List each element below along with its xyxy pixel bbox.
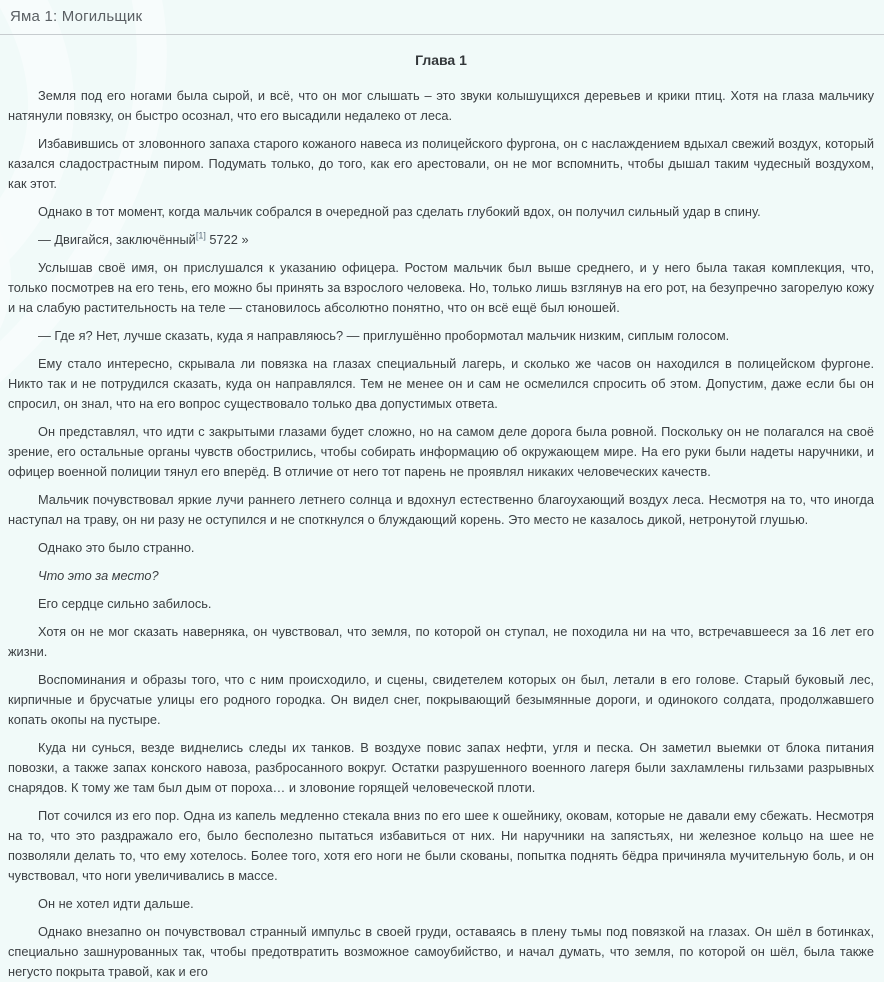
dialogue-text: — Двигайся, заключённый (38, 232, 196, 247)
footnote-ref-link[interactable]: [1] (195, 230, 206, 241)
dialogue-text: 5722 » (205, 232, 249, 247)
paragraph: Услышав своё имя, он прислушался к указанию офицера. Ростом мальчик был выше среднего, и у него была такая комплекция, что, только посмотрев на его тень, его можно бы принять за взрослого человека. Но, только лишь взглянув на его рот, на безупречно загорелую кожу и на слабую растительность на теле — становилось абсолютно понятно, что он всё ещё был юношей. (8, 260, 874, 315)
paragraph: Куда ни сунься, везде виднелись следы их танков. В воздухе повис запах нефти, угля и песка. Он заметил выемки от блока питания повозки, а также запах конского навоза, разбросанного вокруг. Остатки разрушенного военного лагеря были захламлены гильзами разрывных снарядов. К тому же там был дым от пороха… и зловоние горящей человеческой плоти. (8, 740, 874, 795)
chapter-body (8, 86, 874, 982)
chapter-heading: Глава 1 (415, 52, 467, 68)
paragraph: Однако в тот момент, когда мальчик собрался в очередной раз сделать глубокий вдох, он получил сильный удар в спину. (38, 204, 761, 219)
paragraph: Однако внезапно он почувствовал странный импульс в своей груди, оставаясь в плену тьмы под повязкой на глазах. Он шёл в ботинках, специально зашнурованных так, чтобы предотвратить возможное самоубийство, и начал думать, что земля, по которой он шёл, была также негусто покрыта травой, как и его (8, 924, 874, 979)
title-divider (0, 34, 884, 35)
paragraph: — Где я? Нет, лучше сказать, куда я направляюсь? — приглушённо пробормотал мальчик низким, сиплым голосом. (38, 328, 730, 343)
paragraph: Что это за место? (38, 568, 159, 583)
paragraph: Он не хотел идти дальше. (38, 896, 194, 911)
paragraph: Избавившись от зловонного запаха старого кожаного навеса из полицейского фургона, он с наслаждением вдыхал свежий воздух, который казался сладострастным пиром. Подумать только, до того, как его арестовали, он не мог вспомнить, чтобы дышал таким чудесный воздухом, как этот. (8, 136, 874, 191)
paragraph: Его сердце сильно забилось. (38, 596, 212, 611)
paragraph-with-footnote (8, 230, 874, 250)
paragraph: Мальчик почувствовал яркие лучи раннего летнего солнца и вдохнул естественно благоухающий воздух леса. Несмотря на то, что иногда наступал на траву, он ни разу не оступился и не споткнулся о блуждающий корень. Это место не казалось дикой, нетронутой глушью. (8, 492, 874, 527)
paragraph: Однако это было странно. (38, 540, 195, 555)
paragraph: Воспоминания и образы того, что с ним происходило, и сцены, свидетелем которых он был, летали в его голове. Старый буковый лес, кирпичные и брусчатые улицы его родного городка. Он видел снег, покрывающий безымянные дороги, и одинокого солдата, продолжавшего копать окопы на пустыре. (8, 672, 874, 727)
paragraph: Он представлял, что идти с закрытыми глазами будет сложно, но на самом деле дорога была ровной. Поскольку он не полагался на своё зрение, его остальные органы чувств обострились, чтобы собирать информацию об окружающем мире. На его руки были надеты наручники, и офицер военной полиции тянул его вперёд. В отличие от него тот парень не проявлял никаких человеческих качеств. (8, 424, 874, 479)
paragraph: Земля под его ногами была сырой, и всё, что он мог слышать – это звуки колышущихся деревьев и крики птиц. Хотя на глаза мальчику натянули повязку, он быстро осознал, что его высадили недалеко от леса. (8, 88, 874, 123)
paragraph: Хотя он не мог сказать наверняка, он чувствовал, что земля, по которой он ступал, не походила ни на что, встречавшееся за 16 лет его жизни. (8, 624, 874, 659)
page-title: Яма 1: Могильщик (10, 8, 143, 25)
paragraph: Ему стало интересно, скрывала ли повязка на глазах специальный лагерь, и сколько же часов он находился в полицейском фургоне. Никто так и не потрудился сказать, куда он направлялся. Тем не менее он и сам не осмелился спросить об этом. Допустим, даже если бы он спросил, он знал, что на его вопрос существовало только два допустимых ответа. (8, 356, 874, 411)
paragraph: Пот сочился из его пор. Одна из капель медленно стекала вниз по его шее к ошейнику, оковам, которые не давали ему сбежать. Несмотря на то, что это раздражало его, было бесполезно пытаться избавиться от них. Ни наручники на запястьях, ни железное кольцо на шее не позволяли делать то, что ему хотелось. Более того, хотя его ноги не были скованы, попытка поднять бёдра причиняла мучительную боль, и он чувствовал, что ноги увеличивались в массе. (8, 808, 874, 883)
